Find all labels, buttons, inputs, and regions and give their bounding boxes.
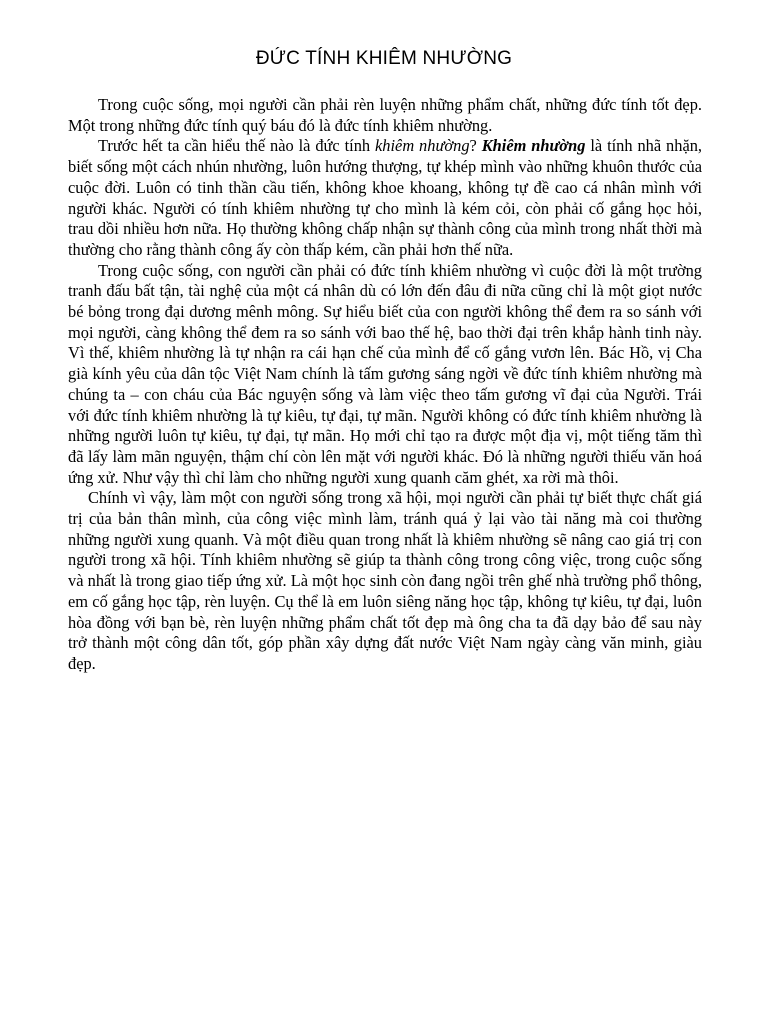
paragraph-importance: Trong cuộc sống, con người cần phải có đức tính khiêm nhường vì cuộc đời là một trường tranh đấu bất tận, tài nghệ của một cá nhân dù có lớn đến đâu đi nữa cũng chỉ là một giọt nước bé bỏng trong đại dương mênh mông. Sự hiểu biết của con người không thể đem ra so sánh với mọi người, càng không thể đem ra so sánh với bao thế hệ, bao thời đại trên khắp hành tinh này. Vì thế, khiêm nhường là tự nhận ra cái hạn chế của mình để cố gắng vươn lên. Bác Hồ, vị Cha già kính yêu của dân tộc Việt Nam chính là tấm gương sáng ngời về đức tính khiêm nhường mà chúng ta – con cháu của Bác nguyện sống và làm việc theo tấm gương vĩ đại của Người. Trái với đức tính khiêm nhường là tự kiêu, tự đại, tự mãn. Người không có đức tính khiêm nhường là những người luôn tự kiêu, tự đại, tự mãn. Họ mới chỉ tạo ra được một địa vị, một tiếng tăm thì đã lấy làm mãn nguyện, thậm chí còn lên mặt với người khác. Đó là những người thiếu văn hoá ứng xử. Như vậy thì chỉ làm cho những người xung quanh căm ghét, xa rời mà thôi. <box>68 260 702 487</box>
document-body <box>68 95 702 675</box>
paragraph-conclusion: Chính vì vậy, làm một con người sống trong xã hội, mọi người cần phải tự biết thực chất giá trị của bản thân mình, của công việc mình làm, tránh quá ỷ lại vào tài năng mà coi thường những người xung quanh. Và một điều quan trong nhất là khiêm nhường sẽ nâng cao giá trị con người trong xã hội. Tính khiêm nhường sẽ giúp ta thành công trong công việc, trong cuộc sống và nhất là trong giao tiếp ứng xử. Là một học sinh còn đang ngồi trên ghế nhà trường phổ thông, em cố gắng học tập, rèn luyện. Cụ thể là em luôn siêng năng học tập, không tự kiêu, tự đại, luôn hòa đồng với bạn bè, rèn luyện những phẩm chất tốt đẹp mà ông cha ta đã dạy bảo để sau này trở thành một công dân tốt, góp phần xây dựng đất nước Việt Nam ngày càng văn minh, giàu đẹp. <box>68 488 702 673</box>
definition-term-bold: Khiêm nhường <box>481 136 586 156</box>
definition-question-mark: ? <box>469 136 482 156</box>
paragraph-definition <box>68 136 702 260</box>
document-title: ĐỨC TÍNH KHIÊM NHƯỜNG <box>255 48 513 69</box>
definition-term-italic: khiêm nhường <box>375 136 470 156</box>
definition-body: là tính nhã nhặn, biết sống một cách nhún nhường, luôn hướng thượng, tự khép mình vào những khuôn thước của cuộc đời. Luôn có tinh thần cầu tiến, không khoe khoang, không tự đề cao cá nhân mình với người khác. Người có tính khiêm nhường tự cho mình là kém cỏi, còn phải cố gắng học hỏi, trau dồi nhiều hơn nữa. Họ thường không chấp nhận sự thành công của mình trong nhất thời mà thường cho rằng thành công ấy còn thấp kém, cần phải hơn thế nữa. <box>68 136 703 259</box>
paragraph-intro: Trong cuộc sống, mọi người cần phải rèn luyện những phẩm chất, những đức tính tốt đẹp. Một trong những đức tính quý báu đó là đức tính khiêm nhường. <box>68 95 702 135</box>
definition-lead: Trước hết ta cần hiểu thế nào là đức tính <box>98 136 376 156</box>
